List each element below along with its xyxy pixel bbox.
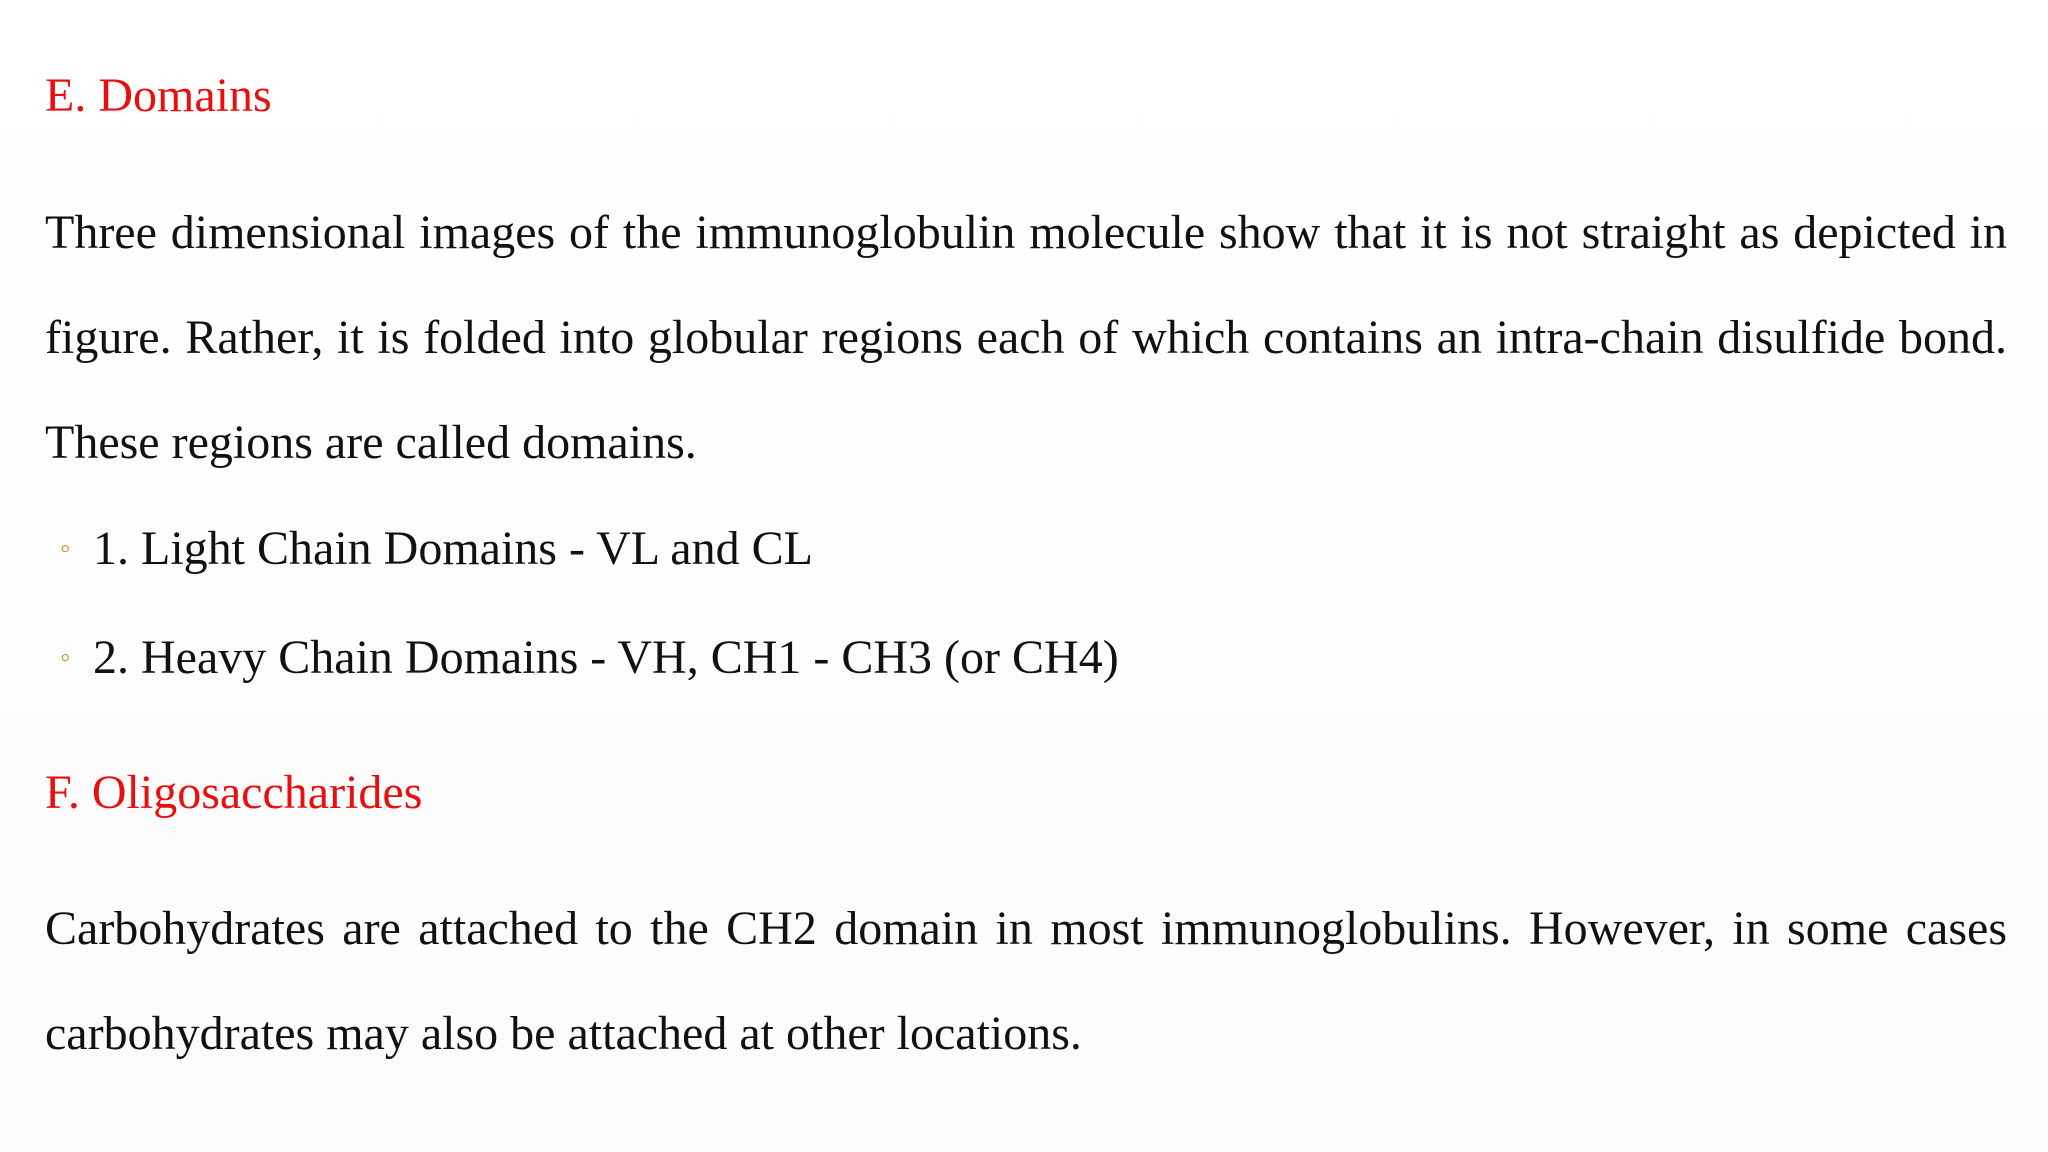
bullet-circle-icon: ◦ — [60, 641, 71, 674]
heavy-chain-text: 2. Heavy Chain Domains - VH, CH1 - CH3 (or CH4) — [93, 631, 1119, 684]
domains-paragraph: Three dimensional images of the immunoglobulin molecule show that it is not straight as depicted in figure. Rather, it is folded into globular regions each of which contains an intra-chain disulfide bond. These regions are called domains. — [45, 206, 2007, 469]
light-chain-text: 1. Light Chain Domains - VL and CL — [93, 522, 813, 575]
section-heading-domains: E. Domains — [45, 69, 272, 122]
bullet-circle-icon: ◦ — [60, 532, 71, 565]
list-item-light-chain — [60, 522, 813, 575]
list-item-heavy-chain — [60, 631, 1119, 684]
section-heading-oligosaccharides: F. Oligosaccharides — [45, 766, 423, 819]
oligosaccharides-paragraph: Carbohydrates are attached to the CH2 domain in most immunoglobulins. However, in some cases carbohydrates may also be attached at other locations. — [45, 902, 2007, 1060]
